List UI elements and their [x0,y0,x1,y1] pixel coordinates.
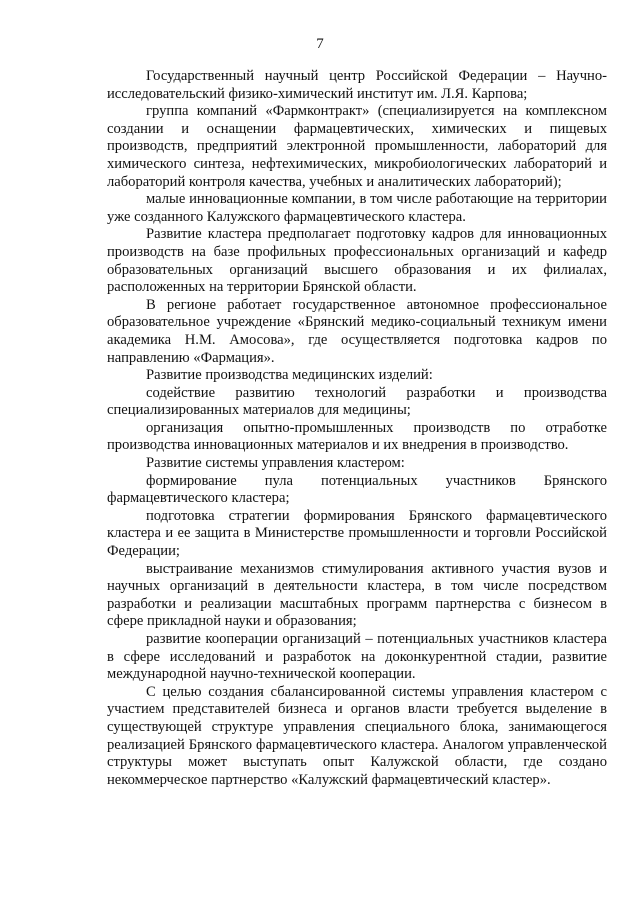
page-number: 7 [316,36,324,52]
paragraph-strategy: подготовка стратегии формирования Брянского фармацевтического кластера и ее защита в Министерстве промышленности и торговли Российской Федерации; [107,507,607,560]
paragraph-management-heading: Развитие системы управления кластером: [146,455,405,472]
paragraph-management-system: С целью создания сбалансированной системы управления кластером с участием представителей бизнеса и органов власти требуется выделение в существующей структуре управления специального блока, занимающегося реализацией Брянского фармацевтического кластера. Аналогом управленческой структуры может выступать опыт Калужской области, где создано некоммерческое партнерство «Калужский фармацевтический кластер». [107,683,607,788]
paragraph-small-companies: малые инновационные компании, в том числе работающие на территории уже созданного Калужского фармацевтического кластера. [107,191,607,225]
paragraph-farmkontrakt: группа компаний «Фармконтракт» (специализируется на комплексном создании и оснащении фармацевтических, химических и пищевых производств, предприятий электронной промышленности, лабораторий для химического синтеза, нефтехимических, микробиологических лабораторий и лабораторий контроля качества, учебных и аналитических лабораторий); [107,103,607,190]
paragraph-cooperation: развитие кооперации организаций – потенциальных участников кластера в сфере исследований и разработок на доконкурентной стадии, развитие международной научно-технической кооперации. [107,631,607,683]
paragraph-participants-pool: формирование пула потенциальных участников Брянского фармацевтического кластера; [107,472,607,507]
document-body [107,68,607,789]
paragraph-institute: Государственный научный центр Российской Федерации – Научно-исследовательский физико-химический институт им. Л.Я. Карпова; [107,68,607,102]
paragraph-medical-devices-heading: Развитие производства медицинских изделий: [146,367,433,384]
paragraph-technikum: В регионе работает государственное автономное профессиональное образовательное учреждение «Брянский медико-социальный техникум имени академика Н.М. Амосова», где осуществляется подготовка кадров по направлению «Фармация». [107,296,607,366]
paragraph-pilot-production: организация опытно-промышленных производств по отработке производства инновационных материалов и их внедрения в производство. [107,419,607,454]
paragraph-materials-technology: содействие развитию технологий разработки и производства специализированных материалов для медицины; [107,384,607,419]
paragraph-staff-training: Развитие кластера предполагает подготовку кадров для инновационных производств на базе профильных профессиональных организаций и кафедр образовательных организаций высшего образования и их филиалах, расположенных на территории Брянской области. [107,226,607,296]
paragraph-stimulation: выстраивание механизмов стимулирования активного участия вузов и научных организаций в деятельности кластера, в том числе посредством разработки и реализации масштабных программ партнерства с бизнесом в сфере прикладной науки и образования; [107,560,607,630]
